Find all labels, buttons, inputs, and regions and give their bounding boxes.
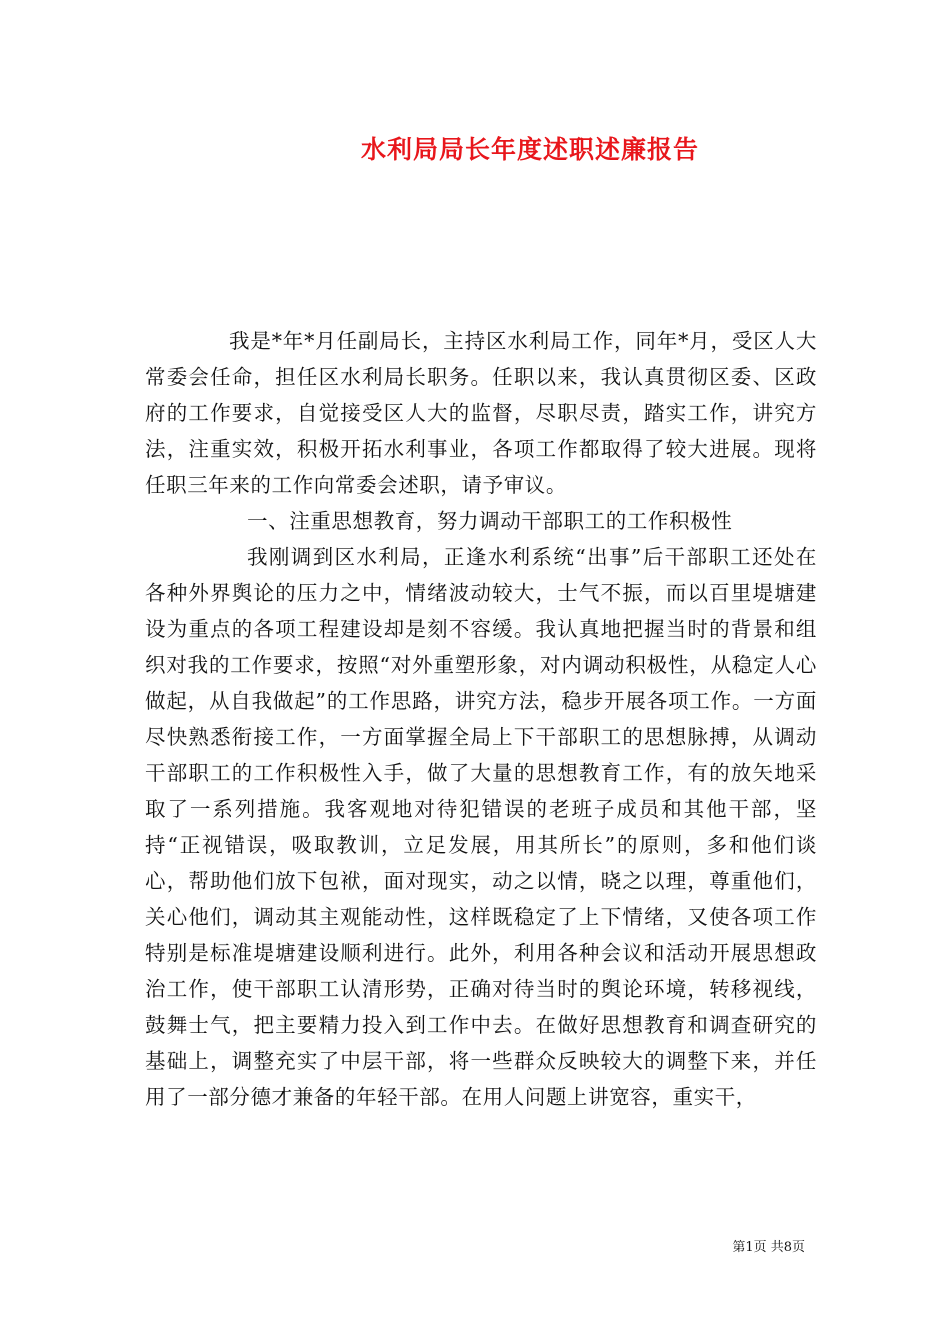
section-heading-1: 一、注重思想教育，努力调动干部职工的工作积极性 <box>247 509 733 533</box>
page-number: 第1页 共8页 <box>732 1240 805 1255</box>
section-1-paragraph: 我刚调到区水利局，正逢水利系统“出事”后干部职工还处在各种外界舆论的压力之中，情绪波动较大，士气不振，而以百里堤塘建设为重点的各项工程建设却是刻不容缓。我认真地把握当时的背景和组织对我的工作要求，按照“对外重塑形象，对内调动积极性，从稳定人心做起，从自我做起”的工作思路，讲究方法，稳步开展各项工作。一方面尽快熟悉衔接工作，一方面掌握全局上下干部职工的思想脉搏，从调动干部职工的工作积极性入手，做了大量的思想教育工作，有的放矢地采取了一系列措施。我客观地对待犯错误的老班子成员和其他干部，坚持“正视错误，吸取教训，立足发展，用其所长”的原则，多和他们谈心，帮助他们放下包袱，面对现实，动之以情，晓之以理，尊重他们，关心他们，调动其主观能动性，这样既稳定了上下情绪，又使各项工作特别是标准堤塘建设顺利进行。此外，利用各种会议和活动开展思想政治工作，使干部职工认清形势，正确对待当时的舆论环境，转移视线，鼓舞士气，把主要精力投入到工作中去。在做好思想教育和调查研究的基础上，调整充实了中层干部，将一些群众反映较大的调整下来，并任用了一部分德才兼备的年轻干部。在用人问题上讲宽容，重实干， <box>145 545 817 1109</box>
intro-paragraph: 我是*年*月任副局长，主持区水利局工作，同年*月，受区人大常委会任命，担任区水利局长职务。任职以来，我认真贯彻区委、区政府的工作要求，自觉接受区人大的监督，尽职尽责，踏实工作，讲究方法，注重实效，积极开拓水利事业，各项工作都取得了较大进展。现将任职三年来的工作向常委会述职，请予审议。 <box>145 329 817 497</box>
document-body <box>145 323 817 1115</box>
document-title: 水利局局长年度述职述廉报告 <box>360 135 699 164</box>
